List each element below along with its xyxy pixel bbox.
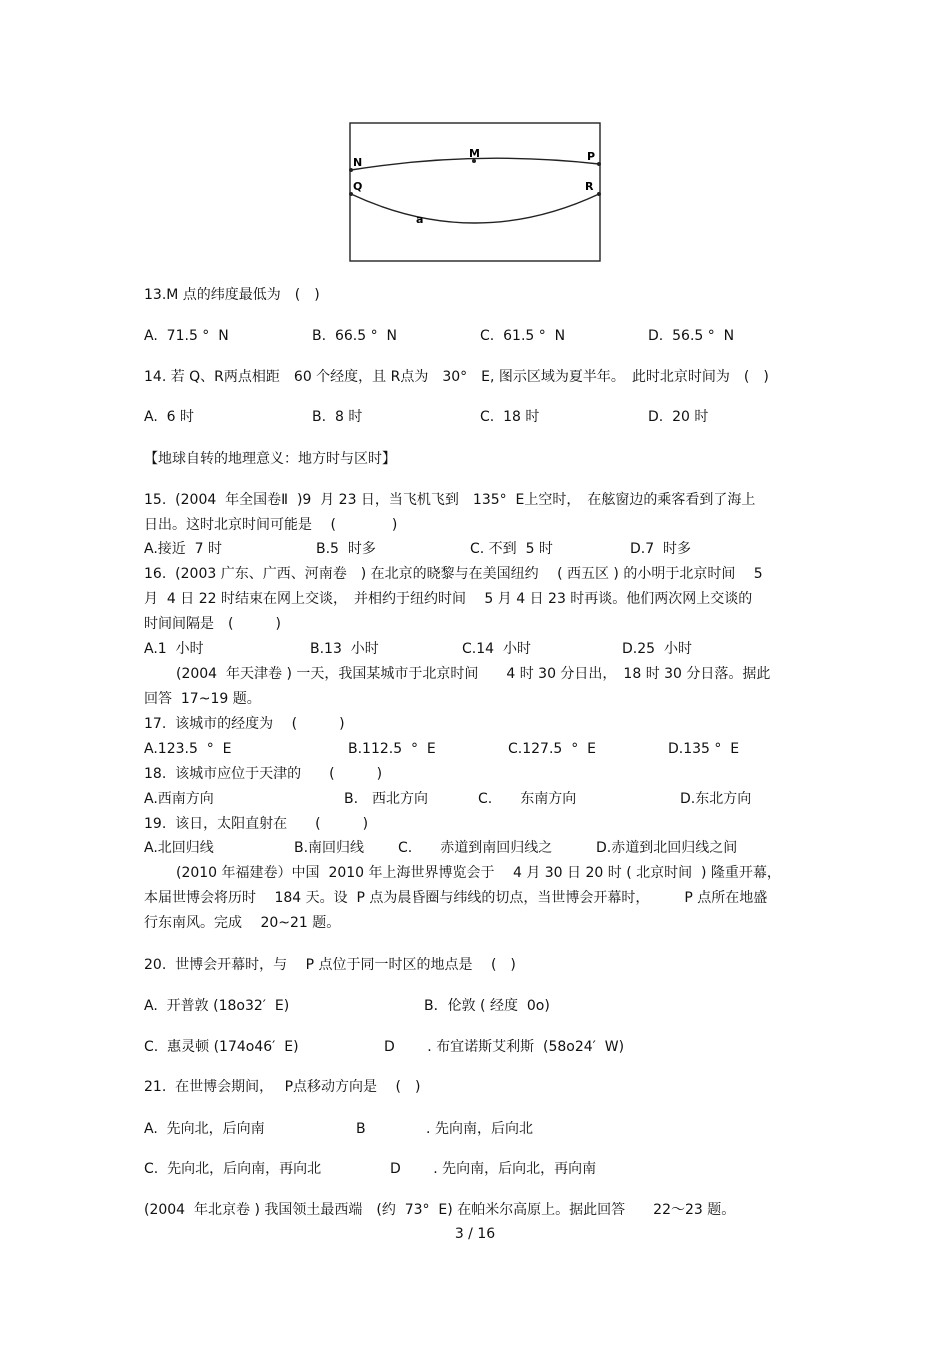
section-heading: 【地球自转的地理意义：地方时与区时】 (144, 451, 396, 467)
q20-option-a: A. 开普敦 (18o32′ E) (144, 998, 290, 1014)
q16-option-d: D.25 小时 (622, 641, 692, 657)
intro17-line2: 回答 17~19 题。 (144, 691, 261, 707)
intro17-line1: (2004 年天津卷 ) 一天，我国某城市于北京时间 4 时 30 分日出， 18 时 30 分日落。据此 (176, 666, 771, 682)
label-p: P (587, 150, 596, 163)
q17-option-a: A.123.5 ° E (144, 741, 232, 757)
q18-stem: 18. 该城市应位于天津的 ( ) (144, 766, 383, 782)
diagram-figure (349, 122, 601, 262)
q18-option-b: B. 西北方向 (344, 791, 429, 807)
q17-option-b: B.112.5 ° E (348, 741, 436, 757)
q14-option-d: D. 20 时 (648, 409, 709, 425)
point-p (597, 162, 601, 166)
q14-option-b: B. 8 时 (312, 409, 363, 425)
label-m: M (469, 147, 480, 160)
q13-option-a: A. 71.5 ° N (144, 328, 229, 344)
figure-frame (350, 123, 600, 261)
q14-stem: 14. 若 Q、R两点相距 60 个经度，且 R点为 30° E, 图示区域为夏半年。 此时北京时间为 ( ) (144, 369, 769, 385)
q21-option-d: D . 先向南，后向北，再向南 (390, 1161, 597, 1177)
q13-option-c: C. 61.5 ° N (480, 328, 566, 344)
q18-option-a: A.西南方向 (144, 791, 214, 807)
q19-option-d: D.赤道到北回归线之间 (596, 840, 738, 856)
label-n: N (353, 156, 363, 169)
q18-option-c: C. 东南方向 (478, 791, 577, 807)
q20-option-b: B．伦敦 ( 经度 0o) (424, 998, 550, 1014)
q20-option-c: C. 惠灵顿 (174o46′ E) (144, 1039, 299, 1055)
q18-option-d: D.东北方向 (680, 791, 752, 807)
q19-option-a: A.北回归线 (144, 840, 214, 856)
q21-stem: 21. 在世博会期间， P点移动方向是 ( ) (144, 1079, 421, 1095)
label-a: a (416, 213, 424, 226)
q15-option-b: B.5 时多 (316, 541, 376, 557)
q19-stem: 19. 该日，太阳直射在 ( ) (144, 816, 369, 832)
q14-option-c: C. 18 时 (480, 409, 540, 425)
q16-option-a: A.1 小时 (144, 641, 204, 657)
q19-option-c: C. 赤道到南回归线之 (398, 840, 553, 856)
q17-option-c: C.127.5 ° E (508, 741, 596, 757)
intro20-line3: 行东南风。完成 20~21 题。 (144, 915, 341, 931)
q13-option-d: D. 56.5 ° N (648, 328, 735, 344)
label-r: R (585, 180, 594, 193)
q15-option-c: C. 不到 5 时 (470, 541, 553, 557)
q15-option-a: A.接近 7 时 (144, 541, 223, 557)
q16-option-b: B.13 小时 (310, 641, 379, 657)
q14-option-a: A. 6 时 (144, 409, 195, 425)
q16-option-c: C.14 小时 (462, 641, 531, 657)
intro22-line1: (2004 年北京卷 ) 我国领土最西端 (约 73° E) 在帕米尔高原上。据此回答 22～23 题。 (144, 1202, 736, 1218)
q15-line2: 日出。这时北京时间可能是 ( ) (144, 517, 398, 533)
q16-line2: 月 4 日 22 时结束在网上交谈， 并相约于纽约时间 5 月 4 日 23 时再谈。他们两次网上交谈的 (144, 591, 753, 607)
q15-option-d: D.7 时多 (630, 541, 692, 557)
q17-stem: 17. 该城市的经度为 ( ) (144, 716, 345, 732)
q16-line3: 时间间隔是 ( ) (144, 616, 281, 632)
q20-stem: 20. 世博会开幕时，与 P 点位于同一时区的地点是 ( ) (144, 957, 516, 973)
q21-option-c: C. 先向北，后向南，再向北 (144, 1161, 322, 1177)
q21-option-a: A. 先向北，后向南 (144, 1121, 265, 1137)
q13-option-b: B. 66.5 ° N (312, 328, 397, 344)
q15-line1: 15. (2004 年全国卷Ⅱ )9 月 23 日，当飞机飞到 135° E上空时， 在舷窗边的乘客看到了海上 (144, 492, 756, 508)
page-number: 3 / 16 (454, 1226, 496, 1242)
intro20-line1: (2010 年福建卷）中国 2010 年上海世界博览会于 4 月 30 日 20 时 ( 北京时间 ) 隆重开幕， (176, 865, 781, 881)
q17-option-d: D.135 ° E (668, 741, 740, 757)
label-q: Q (353, 180, 363, 193)
q19-option-b: B.南回归线 (294, 840, 365, 856)
q21-option-b: B . 先向南，后向北 (356, 1121, 533, 1137)
intro20-line2: 本届世博会将历时 184 天。设 P 点为晨昏圈与纬线的切点，当世博会开幕时， P 点所在地盛 (144, 890, 768, 906)
q16-line1: 16. (2003 广东、广西、河南卷 ) 在北京的晓黎与在美国纽约 ( 西五区 ) 的小明于北京时间 5 (144, 566, 763, 582)
point-r (597, 192, 601, 196)
q20-option-d: D . 布宜诺斯艾利斯 (58o24′ W) (384, 1039, 625, 1055)
q13-stem: 13.M 点的纬度最低为 ( ) (144, 287, 320, 303)
